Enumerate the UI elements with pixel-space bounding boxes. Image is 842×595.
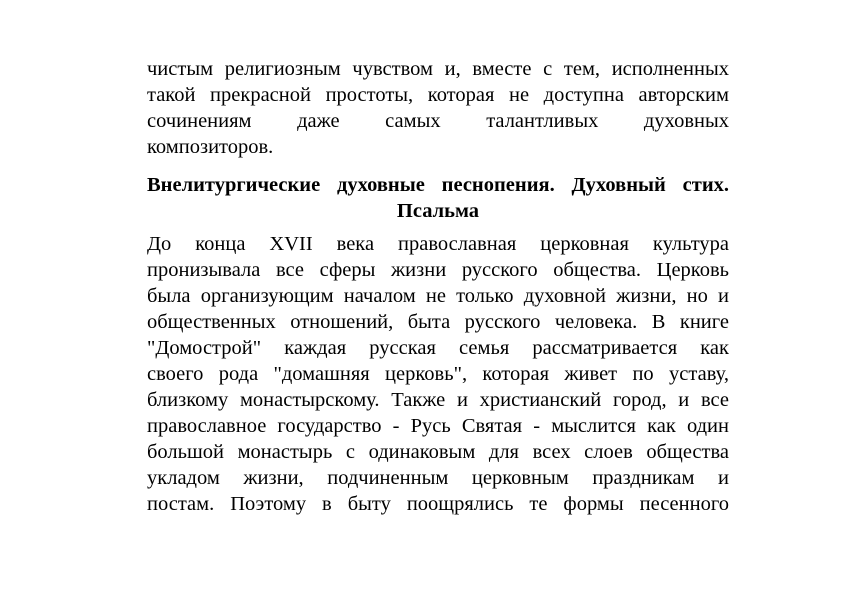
text-line: чистым религиозным чувством и, вместе с тем, исполненных [147, 58, 729, 80]
heading-line: Псальма [396, 200, 480, 222]
text-line: пронизывала все сферы жизни русского общества. Церковь [147, 259, 729, 281]
text-line: своего рода "домашняя церковь", которая живет по уставу, [147, 363, 729, 385]
paragraph-1 [147, 56, 729, 160]
text-line: постам. Поэтому в быту поощрялись те формы песенного [147, 493, 729, 515]
paragraph-2 [147, 231, 729, 517]
text-line: "Домострой" каждая русская семья рассматривается как [147, 337, 729, 359]
section-heading [147, 172, 729, 224]
text-line: такой прекрасной простоты, которая не доступна авторским [147, 84, 729, 106]
text-line: До конца XVII века православная церковная культура [147, 233, 729, 255]
text-line: сочинениям даже самых талантливых духовных [147, 110, 729, 132]
text-line: была организующим началом не только духовной жизни, но и [147, 285, 729, 307]
text-line: укладом жизни, подчиненным церковным праздникам и [147, 467, 729, 489]
heading-line: Внелитургические духовные песнопения. Духовный стих. [147, 174, 729, 196]
text-line: большой монастырь с одинаковым для всех слоев общества [147, 441, 729, 463]
text-line: композиторов. [147, 136, 274, 158]
text-line: близкому монастырскому. Также и христианский город, и все [147, 389, 729, 411]
text-line: общественных отношений, быта русского человека. В книге [147, 311, 729, 333]
text-line: православное государство - Русь Святая - мыслится как один [147, 415, 729, 437]
